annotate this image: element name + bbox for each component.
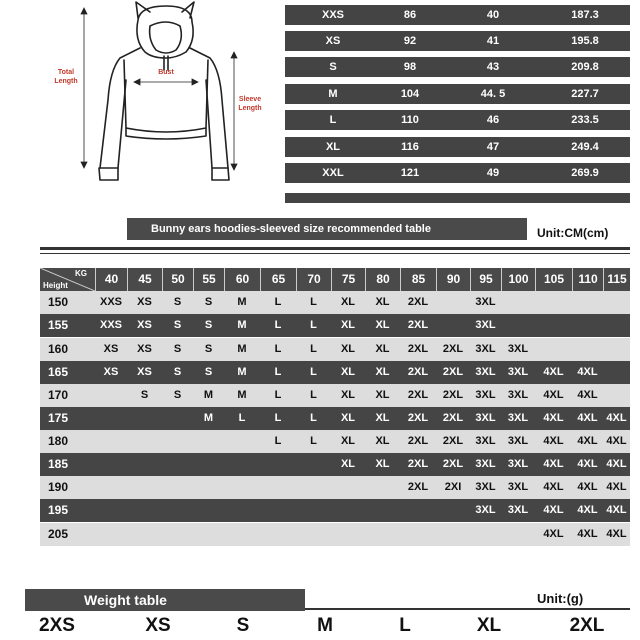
size-recommendation-cell: XL xyxy=(375,389,390,401)
size-recommendation-cell: 4XL xyxy=(606,412,627,424)
size-recommendation-cell: S xyxy=(173,343,182,355)
height-label: 180 xyxy=(48,434,69,448)
weight-header-cell: 105 xyxy=(535,268,572,291)
size-recommendation-cell: L xyxy=(274,296,282,308)
size-recommendation-cell: 2XL xyxy=(407,435,429,447)
grid-row xyxy=(40,291,630,314)
size-recommendation-cell: S xyxy=(173,389,182,401)
size-recommendation-cell: 3XL xyxy=(507,504,529,516)
size-recommendation-cell: 4XL xyxy=(577,504,598,516)
size-recommendation-cell xyxy=(400,523,436,546)
size-recommendation-cell: 4XL xyxy=(543,504,564,516)
size-recommendation-cell: M xyxy=(203,389,214,401)
size-recommendation-cell xyxy=(162,523,193,546)
height-label: 155 xyxy=(48,318,69,332)
length-cell: 43 xyxy=(486,61,500,73)
size-recommendation-cell: L xyxy=(274,389,282,401)
size-recommendation-cell xyxy=(365,476,400,499)
height-label: 160 xyxy=(48,342,69,356)
grid-row xyxy=(40,453,630,476)
size-recommendation-cell: 4XL xyxy=(543,481,564,493)
size-recommendation-cell xyxy=(365,523,400,546)
size-table-footer-bar xyxy=(285,193,630,203)
size-recommendation-cell xyxy=(193,430,224,453)
size-recommendation-cell xyxy=(224,430,260,453)
size-recommendation-cell: 4XL xyxy=(577,366,598,378)
size-recommendation-cell: L xyxy=(274,319,282,331)
size-recommendation-cell: M xyxy=(237,389,247,401)
length-cell: 40 xyxy=(486,9,500,21)
bust-label: Bust xyxy=(158,69,174,76)
size-recommendation-cell: XL xyxy=(340,389,356,401)
size-recommendation-cell xyxy=(224,476,260,499)
weight-header-cell: 85 xyxy=(400,268,436,291)
size-recommendation-cell xyxy=(127,499,162,522)
size-recommendation-cell: 3XL xyxy=(475,481,496,493)
sleeve-cell: 195.8 xyxy=(571,35,599,47)
size-recommendation-cell: 2XI xyxy=(444,481,462,493)
size-recommendation-cell xyxy=(162,453,193,476)
size-recommendation-cell: L xyxy=(310,343,317,355)
size-recommendation-cell: L xyxy=(310,319,317,331)
size-recommendation-cell: XL xyxy=(340,319,356,331)
size-recommendation-cell: 2XL xyxy=(407,412,429,424)
bust-cell: 110 xyxy=(401,114,419,126)
size-recommendation-cell: XS xyxy=(103,366,119,378)
size-recommendation-cell xyxy=(224,523,260,546)
size-recommendation-cell: L xyxy=(274,343,282,355)
size-recommendation-cell: 2XL xyxy=(407,343,429,355)
size-cell: L xyxy=(329,114,337,126)
size-recommendation-cell: XL xyxy=(375,435,390,447)
size-recommendation-cell: 3XL xyxy=(475,435,496,447)
weight-header-cell: 115 xyxy=(603,268,630,291)
sleeve-cell: 269.9 xyxy=(571,167,599,179)
size-recommendation-cell: M xyxy=(203,412,214,424)
size-recommendation-cell: 2XL xyxy=(407,366,429,378)
size-recommendation-cell xyxy=(603,338,630,361)
size-recommendation-cell: 3XL xyxy=(507,481,529,493)
size-recommendation-cell xyxy=(365,499,400,522)
height-label: 195 xyxy=(48,503,69,517)
weight-header-cell: 90 xyxy=(436,268,470,291)
weight-size-label: 2XL xyxy=(569,615,605,636)
bust-cell: 92 xyxy=(403,35,417,47)
weight-header-cell: 60 xyxy=(224,268,260,291)
size-recommendation-cell: 4XL xyxy=(606,458,627,470)
size-recommendation-cell xyxy=(572,314,603,337)
grid-row xyxy=(40,361,630,384)
size-recommendation-cell xyxy=(436,291,470,314)
size-table-row xyxy=(285,137,630,157)
size-recommendation-cell xyxy=(470,523,501,546)
size-recommendation-cell: 3XL xyxy=(475,412,496,424)
size-recommendation-cell: XL xyxy=(340,296,356,308)
weight-table-title: Weight table xyxy=(84,592,167,608)
size-recommendation-cell xyxy=(400,499,436,522)
size-recommendation-cell: XS xyxy=(103,343,119,355)
height-label: 205 xyxy=(48,527,69,541)
sleeve-cell: 187.3 xyxy=(571,9,599,21)
size-recommendation-cell: 4XL xyxy=(543,366,564,378)
size-recommendation-cell: 3XL xyxy=(475,319,496,331)
size-recommendation-cell: XXS xyxy=(99,319,122,331)
grid-row xyxy=(40,476,630,499)
length-cell: 44. 5 xyxy=(480,88,506,100)
weight-header-cell: 40 xyxy=(95,268,127,291)
size-recommendation-cell: L xyxy=(274,435,282,447)
height-label: 185 xyxy=(48,457,69,471)
weight-header-cell: 75 xyxy=(331,268,365,291)
size-recommendation-cell: XL xyxy=(375,296,390,308)
size-table-row xyxy=(285,5,630,25)
size-recommendation-cell xyxy=(224,453,260,476)
size-recommendation-cell: XS xyxy=(137,319,152,331)
size-recommendation-cell: 2XL xyxy=(442,458,464,470)
size-recommendation-cell: 4XL xyxy=(606,435,627,447)
weight-header-cell: 80 xyxy=(365,268,400,291)
divider xyxy=(40,253,630,254)
size-recommendation-cell xyxy=(331,523,365,546)
size-recommendation-cell xyxy=(260,499,296,522)
height-label: 150 xyxy=(48,295,69,309)
sleeve-cell: 209.8 xyxy=(571,61,599,73)
size-table-row xyxy=(285,57,630,77)
size-recommendation-cell: XS xyxy=(137,343,152,355)
size-table-row xyxy=(285,163,630,183)
length-cell: 49 xyxy=(486,167,500,179)
size-recommendation-cell: 3XL xyxy=(507,343,529,355)
grid-row xyxy=(40,407,630,430)
size-recommendation-cell: 3XL xyxy=(475,458,496,470)
size-recommendation-cell: S xyxy=(173,296,182,308)
size-recommendation-cell: L xyxy=(238,412,246,424)
size-recommendation-cell xyxy=(127,476,162,499)
height-label: 170 xyxy=(48,388,69,402)
size-recommendation-cell xyxy=(162,407,193,430)
size-table-row xyxy=(285,31,630,51)
size-recommendation-cell: L xyxy=(310,296,317,308)
grid-row xyxy=(40,314,630,337)
height-label: 190 xyxy=(48,480,69,494)
grid-corner xyxy=(40,268,95,291)
size-recommendation-cell: 4XL xyxy=(543,435,564,447)
size-recommendation-cell: 3XL xyxy=(475,389,496,401)
size-recommendation-cell xyxy=(296,523,331,546)
weight-header-cell: 45 xyxy=(127,268,162,291)
size-recommendation-cell xyxy=(193,476,224,499)
size-recommendation-cell: XL xyxy=(375,366,390,378)
size-recommendation-cell xyxy=(260,476,296,499)
divider xyxy=(40,247,630,250)
weight-size-row xyxy=(0,615,640,640)
size-recommendation-cell: S xyxy=(140,389,149,401)
weight-header-cell: 95 xyxy=(470,268,501,291)
size-recommendation-cell: S xyxy=(204,343,213,355)
size-recommendation-cell xyxy=(193,523,224,546)
size-recommendation-cell xyxy=(296,453,331,476)
size-recommendation-cell: 4XL xyxy=(543,528,564,540)
total-length-label-line2: Length xyxy=(54,78,78,85)
size-recommendation-cell xyxy=(95,407,127,430)
recommended-title: Bunny ears hoodies-sleeved size recommended table xyxy=(151,223,431,235)
weight-size-label: S xyxy=(236,615,250,636)
size-recommendation-cell: L xyxy=(310,389,317,401)
weight-header-cell: 100 xyxy=(501,268,535,291)
size-recommendation-cell: XL xyxy=(375,319,390,331)
size-recommendation-cell xyxy=(501,291,535,314)
length-cell: 46 xyxy=(486,114,500,126)
size-recommendation-cell: XS xyxy=(137,296,152,308)
size-table-row xyxy=(285,84,630,104)
size-cell: M xyxy=(328,88,338,100)
hoodie-illustration xyxy=(0,0,285,200)
size-recommendation-cell: S xyxy=(204,366,213,378)
size-recommendation-cell xyxy=(296,476,331,499)
size-recommendation-cell: S xyxy=(173,366,182,378)
size-recommendation-cell xyxy=(260,523,296,546)
recommended-unit: Unit:CM(cm) xyxy=(537,226,609,240)
size-recommendation-cell: M xyxy=(237,296,247,308)
size-recommendation-cell: XL xyxy=(340,412,356,424)
size-recommendation-cell xyxy=(331,476,365,499)
size-recommendation-cell xyxy=(95,523,127,546)
size-recommendation-cell xyxy=(572,338,603,361)
size-cell: XS xyxy=(325,35,341,47)
grid-row xyxy=(40,384,630,407)
weight-header-cell: 110 xyxy=(572,268,603,291)
size-recommendation-cell: XL xyxy=(340,366,356,378)
size-recommendation-cell xyxy=(95,384,127,407)
size-recommendation-cell xyxy=(603,384,630,407)
size-recommendation-cell xyxy=(436,499,470,522)
size-recommendation-cell xyxy=(127,430,162,453)
bust-cell: 121 xyxy=(400,167,420,179)
size-recommendation-cell xyxy=(224,499,260,522)
corner-height-label: Height xyxy=(43,281,68,290)
size-cell: XXL xyxy=(322,167,344,179)
size-recommendation-cell: S xyxy=(204,319,213,331)
size-recommendation-cell xyxy=(193,453,224,476)
size-recommendation-cell: 4XL xyxy=(543,458,564,470)
size-recommendation-cell: 4XL xyxy=(543,389,564,401)
size-recommendation-cell: M xyxy=(237,343,247,355)
size-recommendation-cell: XL xyxy=(340,435,356,447)
corner-kg-label: KG xyxy=(75,269,87,278)
grid-row xyxy=(40,499,630,522)
grid-header-row xyxy=(40,268,630,291)
size-recommendation-cell xyxy=(95,476,127,499)
bust-cell: 98 xyxy=(403,61,417,73)
size-recommendation-cell: L xyxy=(310,366,317,378)
size-recommendation-cell: 4XL xyxy=(577,412,598,424)
size-recommendation-cell: 4XL xyxy=(606,528,627,540)
bust-cell: 116 xyxy=(401,141,419,153)
size-recommendation-cell: L xyxy=(274,366,282,378)
weight-header-cell: 65 xyxy=(260,268,296,291)
size-recommendation-cell xyxy=(95,453,127,476)
size-recommendation-cell: 4XL xyxy=(577,481,598,493)
length-cell: 47 xyxy=(486,141,500,153)
grid-row xyxy=(40,523,630,546)
size-recommendation-cell xyxy=(572,291,603,314)
size-recommendation-cell: L xyxy=(310,435,317,447)
sleeve-cell: 227.7 xyxy=(571,88,599,100)
size-recommendation-cell: L xyxy=(310,412,317,424)
size-recommendation-cell: 3XL xyxy=(475,504,496,516)
size-recommendation-cell: XL xyxy=(340,343,356,355)
size-recommendation-cell: 2XL xyxy=(407,389,429,401)
weight-size-label: XL xyxy=(476,615,502,636)
size-recommendation-cell: 4XL xyxy=(577,458,598,470)
size-recommendation-cell: M xyxy=(237,319,247,331)
size-recommendation-cell: 4XL xyxy=(543,412,564,424)
size-recommendation-cell xyxy=(193,499,224,522)
size-recommendation-cell: 4XL xyxy=(606,481,627,493)
size-recommendation-cell xyxy=(127,453,162,476)
size-recommendation-cell: 3XL xyxy=(507,366,529,378)
size-recommendation-cell xyxy=(603,361,630,384)
size-recommendation-cell: 2XL xyxy=(442,389,464,401)
size-recommendation-cell xyxy=(162,476,193,499)
size-recommendation-cell: 2XL xyxy=(407,319,429,331)
size-recommendation-cell xyxy=(127,407,162,430)
size-recommendation-cell xyxy=(501,314,535,337)
height-label: 175 xyxy=(48,411,69,425)
size-cell: XXS xyxy=(321,9,344,21)
size-recommendation-cell xyxy=(603,314,630,337)
size-recommendation-cell xyxy=(127,523,162,546)
height-label: 165 xyxy=(48,365,69,379)
size-recommendation-cell xyxy=(260,453,296,476)
size-recommendation-cell: 2XL xyxy=(407,481,429,493)
weight-size-label: 2XS xyxy=(39,615,75,636)
divider xyxy=(305,608,630,610)
size-recommendation-cell xyxy=(436,314,470,337)
size-cell: S xyxy=(329,61,337,73)
length-cell: 41 xyxy=(486,35,500,47)
size-recommendation-cell: 2XL xyxy=(442,412,464,424)
size-recommendation-cell: 2XL xyxy=(407,296,429,308)
size-recommendation-cell: XL xyxy=(340,458,356,470)
size-recommendation-cell: 2XL xyxy=(442,366,464,378)
size-recommendation-cell: 3XL xyxy=(507,389,529,401)
size-recommendation-cell: 4XL xyxy=(577,389,598,401)
size-recommendation-cell: M xyxy=(237,366,247,378)
size-recommendation-cell xyxy=(331,499,365,522)
size-recommendation-cell xyxy=(436,523,470,546)
size-recommendation-cell: 3XL xyxy=(507,458,529,470)
weight-size-label: XS xyxy=(145,615,171,636)
size-recommendation-cell xyxy=(162,499,193,522)
size-recommendation-cell xyxy=(296,499,331,522)
grid-row xyxy=(40,338,630,361)
size-recommendation-cell: 2XL xyxy=(407,458,429,470)
size-recommendation-cell: S xyxy=(173,319,182,331)
size-recommendation-cell: 3XL xyxy=(507,412,529,424)
size-recommendation-cell: 4XL xyxy=(606,504,627,516)
weight-size-label: M xyxy=(317,615,333,636)
size-recommendation-cell: 2XL xyxy=(442,343,464,355)
size-recommendation-cell: XL xyxy=(375,412,390,424)
sleeve-length-label-line1: Sleeve xyxy=(238,96,262,103)
size-recommendation-cell: 4XL xyxy=(577,528,598,540)
weight-size-label: L xyxy=(399,615,411,636)
size-recommendation-cell: 3XL xyxy=(475,366,496,378)
size-recommendation-cell: XS xyxy=(137,366,152,378)
size-recommendation-cell xyxy=(535,338,572,361)
size-recommendation-cell xyxy=(501,523,535,546)
size-recommendation-cell: 3XL xyxy=(475,343,496,355)
grid-row xyxy=(40,430,630,453)
total-length-label-line1: Total xyxy=(57,69,75,76)
size-recommendation-cell xyxy=(535,314,572,337)
size-recommendation-cell xyxy=(95,430,127,453)
size-recommendation-cell xyxy=(162,430,193,453)
size-recommendation-cell xyxy=(603,291,630,314)
size-recommendation-cell: S xyxy=(204,296,213,308)
size-recommendation-cell: XXS xyxy=(99,296,122,308)
size-recommendation-cell: XL xyxy=(375,458,390,470)
sleeve-length-label-line2: Length xyxy=(238,105,262,112)
size-cell: XL xyxy=(325,141,341,153)
weight-unit: Unit:(g) xyxy=(537,591,584,606)
size-recommendation-cell: L xyxy=(274,412,282,424)
weight-header-cell: 70 xyxy=(296,268,331,291)
size-recommendation-cell: 4XL xyxy=(577,435,598,447)
size-recommendation-cell xyxy=(95,499,127,522)
weight-header-cell: 55 xyxy=(193,268,224,291)
weight-header-cell: 50 xyxy=(162,268,193,291)
size-table-row xyxy=(285,110,630,130)
bust-cell: 86 xyxy=(403,9,417,21)
sleeve-cell: 249.4 xyxy=(571,141,599,153)
size-recommendation-cell: 2XL xyxy=(442,435,464,447)
sleeve-cell: 233.5 xyxy=(571,114,599,126)
size-recommendation-cell: 3XL xyxy=(475,296,496,308)
size-recommendation-cell: XL xyxy=(375,343,390,355)
size-recommendation-cell: 3XL xyxy=(507,435,529,447)
bust-cell: 104 xyxy=(400,88,420,100)
size-recommendation-cell xyxy=(535,291,572,314)
